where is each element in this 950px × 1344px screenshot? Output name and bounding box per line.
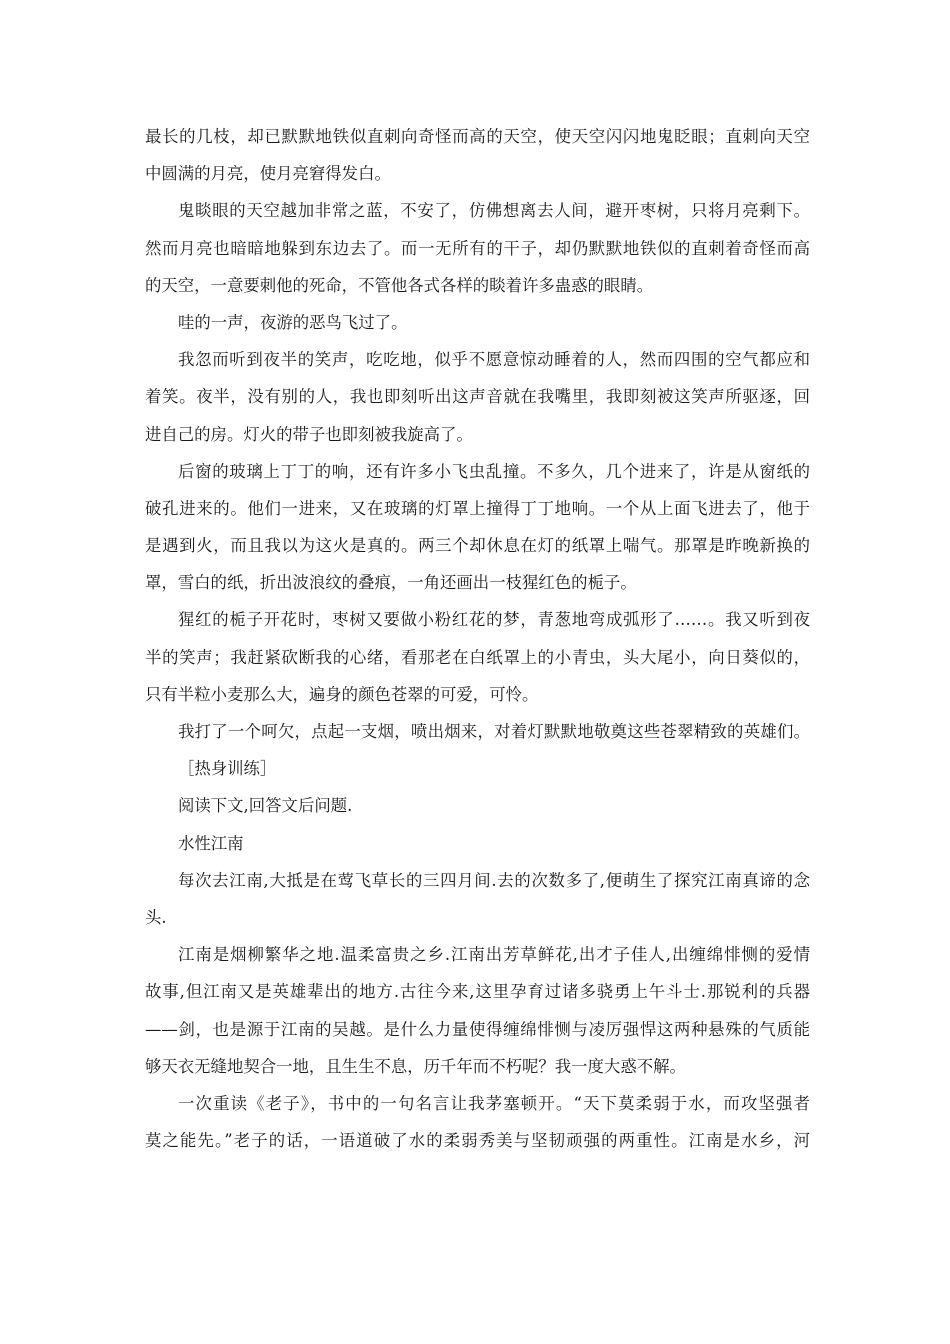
text-line: 猩红的栀子开花时，枣树又要做小粉红花的梦，青葱地弯成弧形了……。我又听到夜: [178, 610, 810, 630]
text-line: 水性江南: [178, 833, 244, 853]
text-line: 哇的一声，夜游的恶鸟飞过了。: [178, 312, 408, 332]
text-line: 进自己的房。灯火的带子也即刻被我旋高了。: [145, 424, 473, 444]
text-line: 故事,但江南又是英雄辈出的地方.古往今来,这里孕育过诸多骁勇上午斗士.那锐利的兵器: [145, 982, 810, 1002]
text-line: 着笑。夜半，没有别的人，我也即刻听出这声音就在我嘴里，我即刻被这笑声所驱逐，回: [145, 387, 810, 407]
text-line: ［热身训练］: [178, 759, 277, 779]
text-line: 江南是烟柳繁华之地.温柔富贵之乡.江南出芳草鲜花,出才子佳人,出缠绵悱恻的爱情: [178, 945, 810, 965]
text-line: 最长的几枝，却已默默地铁似直刺向奇怪而高的天空，使天空闪闪地鬼眨眼；直刺向天空: [145, 127, 810, 146]
text-line: 阅读下文,回答文后问题.: [178, 796, 353, 816]
text-line: ——剑，也是源于江南的吴越。是什么力量使得缠绵悱恻与凌厉强悍这两种悬殊的气质能: [145, 1019, 810, 1039]
text-line: 半的笑声；我赶紧砍断我的心绪，看那老在白纸罩上的小青虫，头大尾小，向日葵似的，: [145, 647, 810, 667]
text-line: 中圆满的月亮，使月亮窘得发白。: [145, 164, 391, 184]
text-line: 每次去江南,大抵是在莺飞草长的三四月间.去的次数多了,便萌生了探究江南真谛的念: [178, 870, 810, 890]
text-line: 是遇到火，而且我以为这火是真的。两三个却休息在灯的纸罩上喘气。那罩是昨晚新换的: [145, 536, 810, 556]
document-page: [145, 118, 810, 1159]
text-line: 然而月亮也暗暗地躲到东边去了。而一无所有的干子，却仍默默地铁似的直刺着奇怪而高: [145, 238, 810, 258]
text-line: 后窗的玻璃上丁丁的响，还有许多小飞虫乱撞。不多久，几个进来了，许是从窗纸的: [178, 461, 810, 481]
text-line: 莫之能先。”老子的话，一语道破了水的柔弱秀美与坚韧顽强的两重性。江南是水乡，河: [145, 1131, 810, 1151]
text-line: 罩，雪白的纸，折出波浪纹的叠痕，一角还画出一枝猩红色的栀子。: [145, 573, 637, 593]
text-line: 够天衣无缝地契合一地，且生生不息，历千年而不朽呢？我一度大惑不解。: [145, 1056, 686, 1076]
text-line: 只有半粒小麦那么大，遍身的颜色苍翠的可爱，可怜。: [145, 684, 539, 704]
text-line: 头.: [145, 907, 167, 927]
text-line: 的天空，一意要刺他的死命，不管他各式各样的睒着许多蛊惑的眼睛。: [145, 275, 654, 295]
text-line: 破孔进来的。他们一进来，又在玻璃的灯罩上撞得丁丁地响。一个从上面飞进去了，他于: [145, 498, 810, 518]
text-line: 鬼睒眼的天空越加非常之蓝，不安了，仿佛想离去人间，避开枣树，只将月亮剩下。: [178, 201, 810, 221]
text-line: 我忽而听到夜半的笑声，吃吃地，似乎不愿意惊动睡着的人，然而四围的空气都应和: [178, 350, 810, 370]
text-line: 我打了一个呵欠，点起一支烟，喷出烟来，对着灯默默地敬奠这些苍翠精致的英雄们。: [178, 722, 810, 741]
text-line: 一次重读《老子》，书中的一句名言让我茅塞顿开。“天下莫柔弱于水，而攻坚强者: [178, 1093, 810, 1113]
